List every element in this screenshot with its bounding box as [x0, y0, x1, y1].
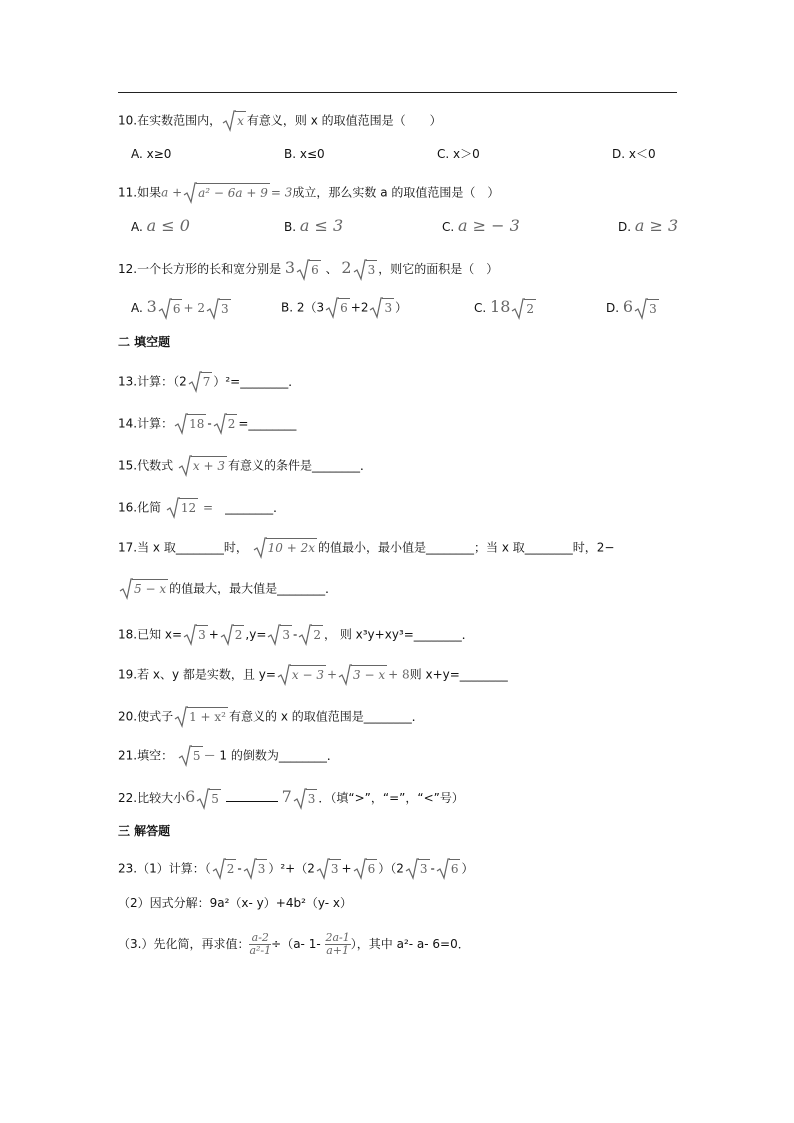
q10-option-b: B. x≤0	[284, 147, 325, 161]
question-14: 14.计算： 18 - 2 =________	[118, 413, 296, 435]
fraction-1: $\frac{a-2}{\text{a²-1}}$	[249, 931, 272, 957]
q12-option-d: D. 6 3	[606, 297, 657, 316]
q12-option-c: C. 18 2	[474, 297, 535, 316]
question-15: 15.代数式 x + 3 有意义的条件是________．	[118, 455, 372, 477]
section-fill-in: 二 填空题	[118, 335, 171, 349]
q10-option-c: C. x＞0	[437, 147, 480, 161]
header-rule	[118, 92, 677, 93]
question-21: 21.填空： 5 － 1 的倒数为________．	[118, 745, 339, 767]
q11-option-b: B. a ≤ 3	[284, 216, 344, 235]
radical-x: x	[222, 110, 246, 132]
q11-option-c: C. a ≥ − 3	[442, 216, 520, 235]
question-22: 22.比较大小6 5 7 3 ．（填“>”，“=”，“<”号）	[118, 787, 464, 806]
q10-option-a: A. x≥0	[131, 147, 172, 161]
question-18: 18.已知 x= 3 + 2 ,y= 3 - 2 ， 则 x³y+xy³=________．	[118, 624, 474, 646]
q11-option-a: A. a ≤ 0	[131, 216, 190, 235]
fraction-2: $\frac{2a-1}{a+1}$	[325, 931, 350, 957]
section-answer: 三 解答题	[118, 824, 171, 838]
question-20: 20.使式子 1 + x² 有意义的 x 的取值范围是________．	[118, 706, 424, 728]
question-23-part2: （2）因式分解：9a²（x- y）+4b²（y- x）	[118, 896, 353, 910]
question-17: 17.当 x 取________时， 10 + 2x 的值最小，最小值是________；当 x 取________时，2−	[118, 537, 614, 559]
question-10: 10.在实数范围内， x 有意义，则 x 的取值范围是（ ）	[118, 110, 442, 132]
question-16: 16.化简 12 = ________．	[118, 497, 285, 519]
q10-option-d: D. x＜0	[612, 147, 656, 161]
radical-expr: a² − 6a + 9	[183, 182, 270, 204]
question-11: 11.如果a + a² − 6a + 9 = 3成立，那么实数 a 的取值范围是（ ）	[118, 182, 499, 204]
question-12: 12.一个长方形的长和宽分别是 3 6 、 2 3 ，则它的面积是（ ）	[118, 258, 499, 277]
question-13: 13.计算：（2 7 ）²=________．	[118, 371, 300, 393]
question-17-line2: 5 − x 的值最大，最大值是________．	[118, 578, 337, 600]
q11-option-d: D. a ≥ 3	[618, 216, 679, 235]
question-19: 19.若 x、y 都是实数，且 y= x − 3 + 3 − x + 8则 x+y=________	[118, 664, 508, 686]
q12-option-b: B. 2（3 6 +2 3 ）	[281, 297, 407, 319]
question-23-part3: （3.）先化简，再求值： $\frac{a-2}{\text{a²-1}}$ ÷（a- 1- $\frac{2a-1}{a+1}$ ），其中 a²- a- 6=0．	[118, 931, 470, 957]
q12-option-a: A. 3 6 + 2 3	[131, 297, 229, 316]
question-23-part1: 23.（1）计算：（ 2 - 3 ）²+（2 3 + 6 ）（2 3 - 6 ）	[118, 858, 474, 880]
